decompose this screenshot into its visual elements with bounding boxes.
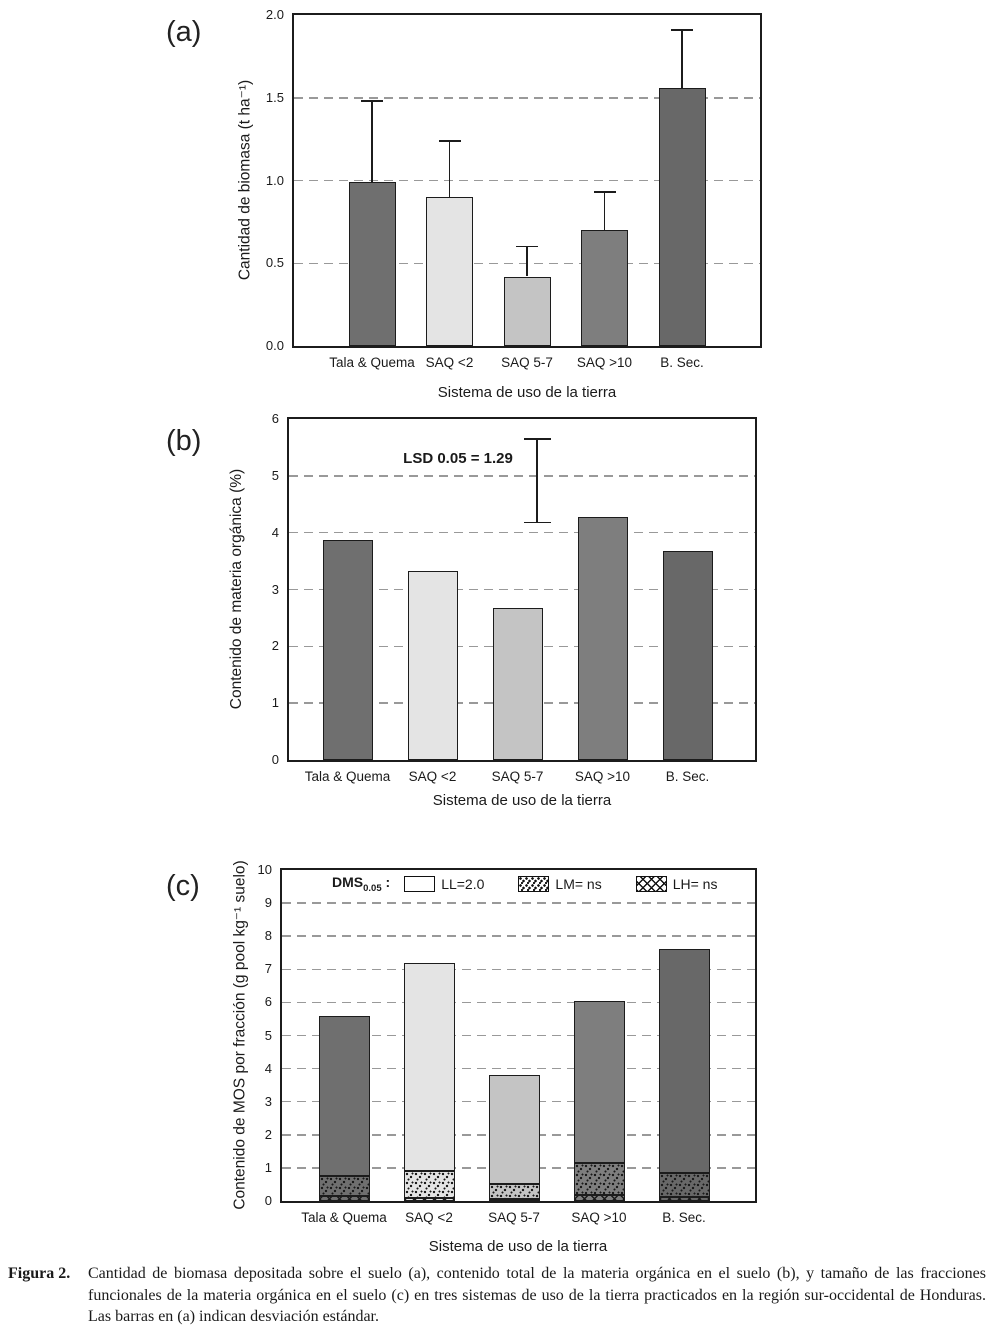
- y-axis-label-c: Contenido de MOS por fracción (g pool kg⁻¹ suelo): [231, 860, 249, 1210]
- error-bar-line-SAQ >10: [604, 192, 606, 230]
- x-category-label: Tala & Quema: [304, 769, 391, 784]
- bar-SAQ 5-7: [493, 608, 543, 760]
- plot-area-c: [280, 868, 757, 1203]
- bar-SAQ >10: [578, 517, 628, 760]
- x-category-label: B. Sec.: [662, 1210, 706, 1225]
- error-bar-line-SAQ <2: [449, 141, 451, 197]
- segment-LL-SAQ 5-7: [489, 1075, 540, 1184]
- lsd-interval-line: [536, 439, 538, 523]
- segment-LH-Tala & Quema: [319, 1196, 370, 1201]
- gridline-y8: [282, 935, 755, 937]
- x-category-label: SAQ <2: [408, 769, 457, 784]
- bar-SAQ <2: [426, 197, 473, 346]
- x-category-label: SAQ <2: [425, 355, 474, 370]
- segment-LM-SAQ 5-7: [489, 1184, 540, 1199]
- y-tick-label-c: 0: [264, 1193, 272, 1208]
- y-tick-label-a: 0.5: [265, 255, 284, 271]
- legend-swatch-dots-icon: [518, 876, 549, 892]
- panel-label-c: (c): [166, 870, 200, 902]
- bar-Tala & Quema: [349, 182, 396, 346]
- segment-LL-Tala & Quema: [319, 1016, 370, 1177]
- error-bar-cap-Tala & Quema: [361, 100, 383, 102]
- lsd-interval-cap-bottom: [524, 522, 551, 524]
- y-tick-label-b: 5: [271, 467, 279, 483]
- y-tick-label-b: 6: [271, 411, 279, 426]
- y-tick-label-b: 0: [271, 752, 279, 767]
- segment-LH-B. Sec.: [659, 1197, 710, 1201]
- x-category-label: B. Sec.: [665, 769, 710, 784]
- bar-SAQ <2: [408, 571, 458, 760]
- plot-area-b: [287, 417, 757, 762]
- x-category-label: SAQ >10: [571, 1210, 627, 1225]
- caption-label: Figura 2.: [8, 1265, 71, 1282]
- y-tick-label-a: 1.5: [265, 89, 284, 105]
- y-tick-label-c: 5: [264, 1027, 272, 1043]
- y-tick-label-c: 7: [264, 961, 272, 977]
- error-bar-line-SAQ 5-7: [526, 247, 528, 277]
- bar-SAQ 5-7: [504, 277, 551, 347]
- caption-text: Cantidad de biomasa depositada sobre el suelo (a), contenido total de la materia orgánica en el suelo (b), y tamaño de las fracciones funcionales de la materia orgánica en el suelo (c) en tres sistemas de uso de la tierra practicados en la región sur-occidental de Honduras. Las barras en (a) indican desviación estándar.: [88, 1265, 986, 1325]
- x-axis-title-c: Sistema de uso de la tierra: [428, 1238, 608, 1255]
- y-tick-label-a: 1.0: [265, 172, 284, 188]
- x-category-label: B. Sec.: [660, 355, 704, 370]
- error-bar-line-B. Sec.: [681, 30, 683, 88]
- segment-LL-SAQ >10: [574, 1001, 625, 1163]
- legend-label-ll: LL=2.0: [441, 875, 485, 892]
- x-axis-title-b: Sistema de uso de la tierra: [432, 792, 612, 809]
- lsd-annotation-text: LSD 0.05 = 1.29: [403, 450, 513, 467]
- legend-title: $DMS_{0.05}$ :: [332, 874, 391, 894]
- segment-LL-B. Sec.: [659, 949, 710, 1172]
- y-tick-label-c: 6: [264, 994, 272, 1010]
- error-bar-line-Tala & Quema: [371, 101, 373, 182]
- segment-LH-SAQ >10: [574, 1195, 625, 1201]
- y-tick-label-b: 4: [271, 524, 279, 540]
- error-bar-cap-B. Sec.: [671, 29, 693, 31]
- y-tick-label-c: 9: [264, 895, 272, 911]
- y-tick-label-c: 10: [257, 862, 272, 877]
- error-bar-cap-SAQ <2: [439, 140, 461, 142]
- x-category-label: SAQ 5-7: [488, 1210, 540, 1225]
- legend-item-lh: [636, 876, 718, 892]
- figure-caption: [8, 1263, 986, 1328]
- x-category-label: SAQ 5-7: [501, 355, 553, 370]
- x-axis-title-a: Sistema de uso de la tierra: [437, 384, 617, 401]
- segment-LM-SAQ >10: [574, 1163, 625, 1195]
- y-tick-label-a: 2.0: [265, 7, 284, 22]
- y-tick-label-b: 1: [271, 695, 279, 711]
- error-bar-cap-SAQ 5-7: [516, 246, 538, 248]
- dms-legend: [332, 874, 717, 894]
- segment-LH-SAQ <2: [404, 1198, 455, 1201]
- gridline-y4: [289, 532, 755, 534]
- segment-LM-Tala & Quema: [319, 1176, 370, 1196]
- y-tick-label-c: 4: [264, 1060, 272, 1076]
- legend-label-lm: LM= ns: [555, 875, 602, 892]
- x-category-label: SAQ <2: [405, 1210, 453, 1225]
- gridline-y9: [282, 902, 755, 904]
- x-category-label: Tala & Quema: [329, 355, 415, 370]
- y-tick-label-a: 0.0: [265, 338, 284, 353]
- legend-swatch-crosshatch-icon: [636, 876, 667, 892]
- legend-item-lm: [518, 876, 601, 892]
- segment-LL-SAQ <2: [404, 963, 455, 1171]
- y-axis-label-b: Contenido de materia orgánica (%): [228, 468, 245, 710]
- panel-label-b: (b): [166, 425, 202, 457]
- bar-B. Sec.: [663, 551, 713, 760]
- y-tick-label-b: 3: [271, 581, 279, 597]
- y-tick-label-c: 3: [264, 1093, 272, 1109]
- bar-Tala & Quema: [323, 540, 373, 760]
- y-tick-label-b: 2: [271, 638, 279, 654]
- y-tick-label-c: 8: [264, 928, 272, 944]
- legend-swatch-open-icon: [404, 876, 435, 892]
- x-category-label: SAQ >10: [576, 355, 633, 370]
- y-axis-label-a: Cantidad de biomasa (t ha⁻¹): [236, 79, 254, 281]
- y-tick-label-c: 1: [264, 1159, 272, 1175]
- legend-label-lh: LH= ns: [672, 875, 718, 892]
- bar-SAQ >10: [581, 230, 628, 346]
- panel-label-a: (a): [166, 16, 202, 48]
- bar-B. Sec.: [659, 88, 706, 346]
- plot-area-a: [292, 13, 762, 348]
- segment-LM-SAQ <2: [404, 1171, 455, 1198]
- gridline-y5: [289, 475, 755, 477]
- x-category-label: SAQ 5-7: [491, 769, 544, 784]
- x-category-label: SAQ >10: [574, 769, 631, 784]
- error-bar-cap-SAQ >10: [594, 191, 616, 193]
- y-tick-label-c: 2: [264, 1126, 272, 1142]
- legend-item-ll: [404, 876, 484, 892]
- segment-LM-B. Sec.: [659, 1173, 710, 1197]
- x-category-label: Tala & Quema: [301, 1210, 387, 1225]
- lsd-interval-cap-top: [524, 438, 551, 440]
